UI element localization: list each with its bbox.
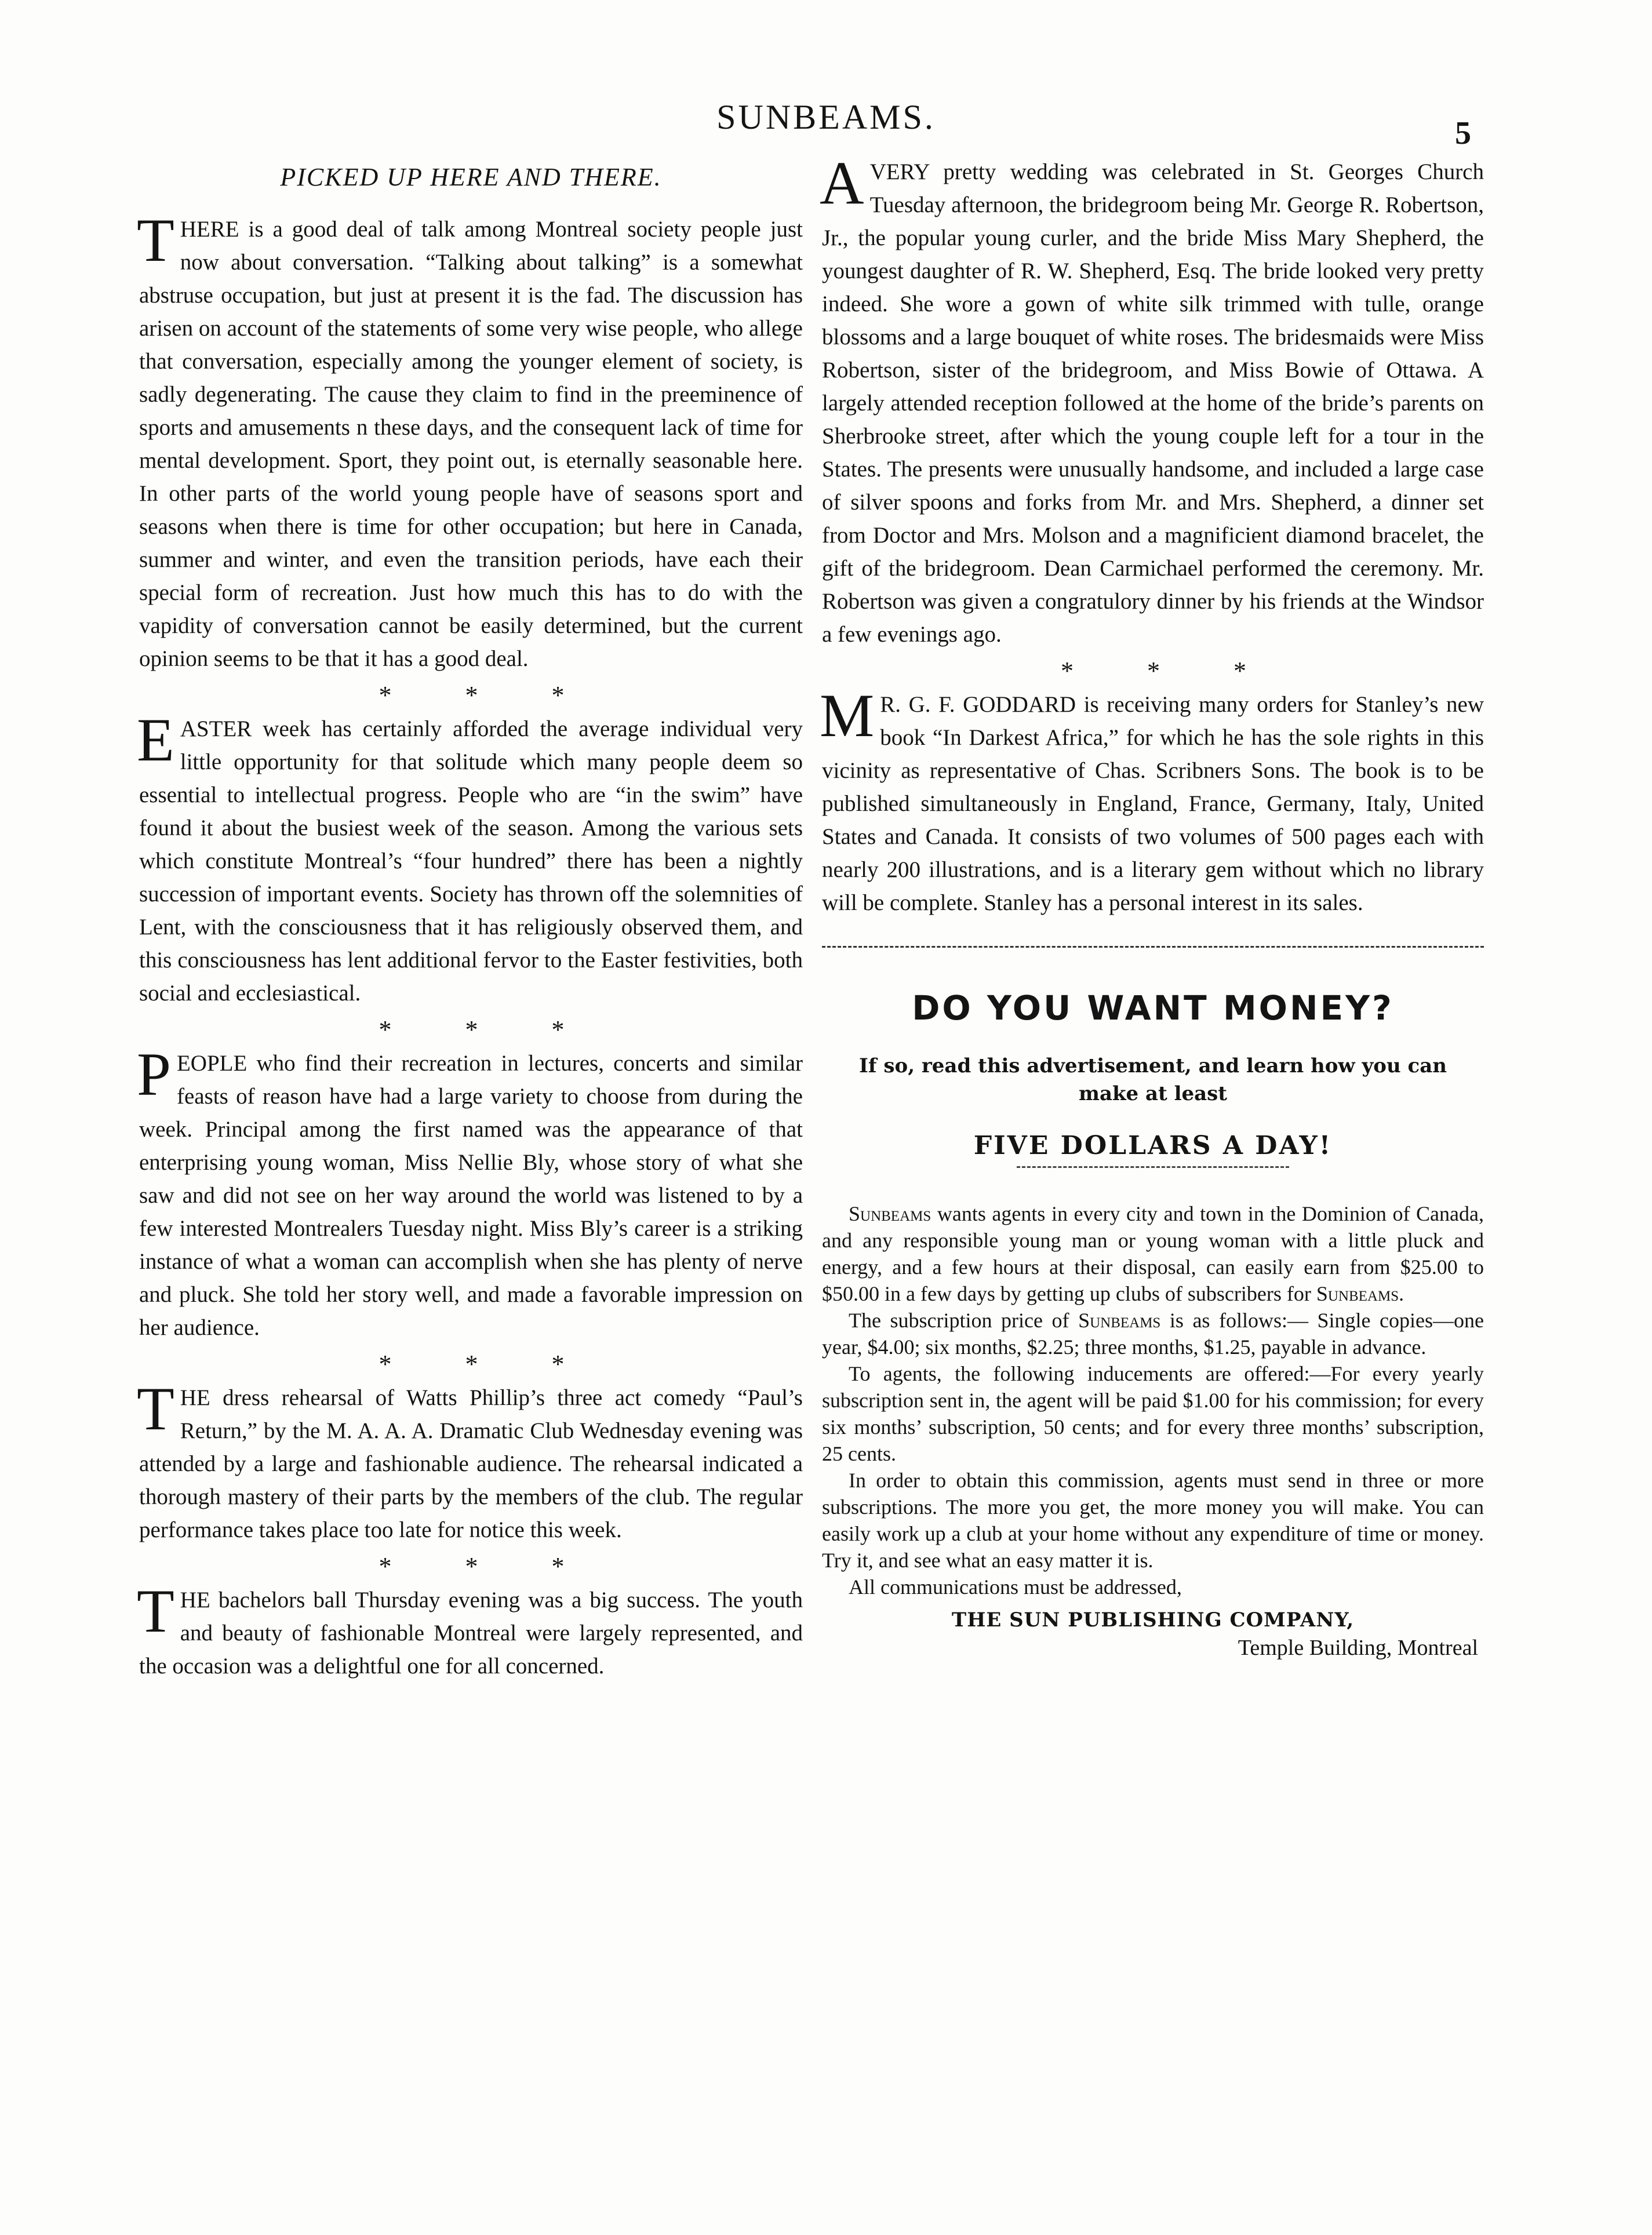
article-bachelors-ball bbox=[137, 1577, 803, 1683]
article-text: HE bachelors ball Thursday evening was a big success. The youth and beauty of fashionable Montreal were largely represented, and the occasion was a delightful one for all concerned. bbox=[139, 1588, 803, 1679]
ad-subheading: If so, read this advertisement, and learn how you can make at least bbox=[859, 1054, 1447, 1105]
article-text: HERE is a good deal of talk among Montreal society people just now about conversation. “Talking about talking” is a somewhat abstruse occupation, but just at present it is the fad. The discussion has arisen on account of the statements of some very wise people, who allege that conversation, especially among the younger element of society, is sadly degenerating. The cause they claim to find in the preeminence of sports and amusements n these days, and the consequent lack of time for mental development. Sport, they point out, is eternally seasonable here. In other parts of the world young people have of seasons sport and seasons when there is time for other occupation; but here in Canada, summer and winter, and even the transition periods, have each their special form of recreation. Just how much this has to do with the vapidity of conversation cannot be easily determined, but the current opinion seems to be that it has a good deal. bbox=[139, 217, 803, 671]
masthead: SUNBEAMS. bbox=[716, 98, 936, 136]
article-text: ASTER week has certainly afforded the average individual very little opportunity for that solitude which many people deem so essential to intellectual progress. People who are “in the swim” have found it about the busiest week of the season. Among the various sets which constitute Montreal’s “four hundred” there has been a nightly succession of important events. Society has thrown off the solemnities of Lent, with the consciousness that it has religiously observed them, and this consciousness has lent additional fervor to the Easter festivities, both social and ecclesiastical. bbox=[139, 716, 803, 1006]
advertisement bbox=[822, 988, 1484, 1661]
article-text: HE dress rehearsal of Watts Phillip’s three act comedy “Paul’s Return,” by the M. A. A. A. Dramatic Club Wednesday evening was attended by a large and fashionable audience. The rehearsal indicated a thorough mastery of their parts by the members of the club. The regular performance takes place too late for notice this week. bbox=[139, 1385, 803, 1542]
article-text: VERY pretty wedding was celebrated in St. Georges Church Tuesday afternoon, the bridegroom being Mr. George R. Robertson, Jr., the popular young curler, and the bride Miss Mary Shepherd, the youngest daughter of R. W. Shepherd, Esq. The bride looked very pretty indeed. She wore a gown of white silk trimmed with tulle, orange blossoms and a large bouquet of white roses. The bridesmaids were Miss Robertson, sister of the bridegroom, and Miss Bowie of Ottawa. A largely attended reception followed at the home of the bride’s parents on Sherbrooke street, after which the young couple left for a tour in the States. The presents were unusually handsome, and included a large case of silver spoons and forks from Mr. and Mrs. Shepherd, a dinner set from Doctor and Mrs. Molson and a magnificient diamond bracelet, the gift of the bridegroom. Dean Carmichael performed the ceremony. Mr. Robertson was given a congratulory dinner by his friends at the Windsor a few evenings ago. bbox=[822, 159, 1484, 647]
brand-name: Sunbeams. bbox=[1316, 1282, 1404, 1305]
drop-cap: T bbox=[137, 1375, 174, 1443]
ad-text: wants agents in every city and town in the Dominion of Canada, and any responsible young man or young woman with a little pluck and energy, and a few hours at their disposal, can easily earn from $25.00 to $50.00 in a few days by getting up clubs of subscribers for bbox=[822, 1202, 1484, 1305]
ad-address: Temple Building, Montreal bbox=[1238, 1636, 1478, 1660]
advertisement-rule bbox=[822, 946, 1484, 948]
drop-cap: A bbox=[820, 149, 864, 217]
brand-name: Sunbeams bbox=[1078, 1309, 1161, 1332]
ad-company: THE SUN PUBLISHING COMPANY, bbox=[951, 1608, 1355, 1632]
ad-short-rule bbox=[1017, 1166, 1289, 1168]
section-divider-stars: * * * bbox=[1061, 657, 1280, 685]
ad-paragraph-inducements: To agents, the following inducements are offered:—For every yearly subscription sent in, the agent will be paid $1.00 for his commission; for every six months’ subscription, 50 cents; and for every three months’ subscription, 25 cents. bbox=[822, 1362, 1484, 1465]
article-easter-week bbox=[137, 706, 803, 1010]
section-title: PICKED UP HERE AND THERE. bbox=[280, 163, 662, 191]
section-divider-stars: * * * bbox=[379, 681, 598, 709]
article-goddard bbox=[820, 682, 1484, 919]
drop-cap: T bbox=[137, 206, 174, 274]
ad-paragraph-price bbox=[822, 1307, 1484, 1360]
ad-text: is as follows:— Single copies—one year, $4.00; six months, $2.25; three months, $1.25, payable in advance. bbox=[822, 1309, 1484, 1359]
page-number: 5 bbox=[1455, 115, 1471, 151]
ad-paragraph-commission: In order to obtain this commission, agents must send in three or more subscriptions. The more you get, the more money you will make. You can easily work up a club at your home without any expenditure of time or money. Try it, and see what an easy matter it is. bbox=[822, 1469, 1484, 1572]
right-column bbox=[820, 149, 1484, 1661]
section-divider-stars: * * * bbox=[379, 1350, 598, 1378]
section-divider-stars: * * * bbox=[379, 1015, 598, 1044]
drop-cap: M bbox=[820, 682, 875, 749]
ad-big-line: FIVE DOLLARS A DAY! bbox=[973, 1131, 1333, 1160]
ad-heading: DO YOU WANT MONEY? bbox=[912, 988, 1394, 1028]
ad-text: The subscription price of bbox=[849, 1309, 1079, 1332]
ad-paragraph-address-note: All communications must be addressed, bbox=[849, 1575, 1182, 1599]
article-text: R. G. F. GODDARD is receiving many orders for Stanley’s new book “In Darkest Africa,” for which he has the sole rights in this vicinity as representative of Chas. Scribners Sons. The book is to be published simultaneously in England, France, Germany, Italy, United States and Canada. It consists of two volumes of 500 pages each with nearly 200 illustrations, and is a literary gem without which no library will be complete. Stanley has a personal interest in its sales. bbox=[822, 692, 1484, 915]
article-nellie-bly bbox=[137, 1040, 803, 1344]
article-dress-rehearsal bbox=[137, 1375, 803, 1546]
brand-name: Sunbeams bbox=[849, 1202, 931, 1225]
left-column bbox=[139, 155, 803, 1683]
article-conversation bbox=[137, 206, 803, 675]
section-divider-stars: * * * bbox=[379, 1552, 598, 1581]
article-text: EOPLE who find their recreation in lectures, concerts and similar feasts of reason have had a large variety to choose from during the week. Principal among the first named was the appearance of that enterprising young woman, Miss Nellie Bly, whose story of what she saw and did not see on her way around the world was listened to by a few interested Montrealers Tuesday night. Miss Bly’s career is a striking instance of what a woman can accomplish when she has plenty of nerve and pluck. She told her story well, and made a favorable impression on her audience. bbox=[139, 1051, 803, 1340]
drop-cap: P bbox=[137, 1040, 171, 1108]
ad-paragraph-agents bbox=[822, 1200, 1484, 1307]
article-wedding bbox=[820, 149, 1484, 651]
drop-cap: E bbox=[137, 706, 174, 774]
drop-cap: T bbox=[137, 1577, 174, 1645]
